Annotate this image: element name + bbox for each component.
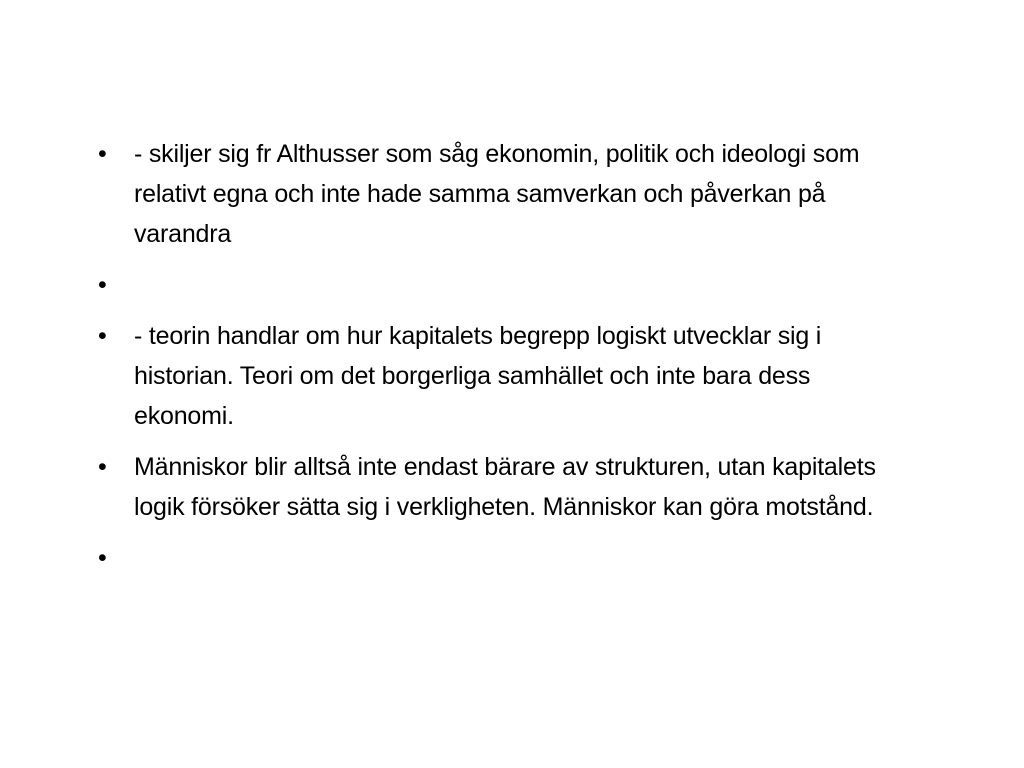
bullet-icon: • — [98, 322, 107, 350]
bullet-icon: • — [98, 140, 107, 168]
bullet-text: Människor blir alltså inte endast bärare av strukturen, utan kapitalets logik försöker sätta sig i verkligheten. Människor kan göra motstånd. — [134, 453, 876, 521]
list-item — [96, 265, 896, 305]
list-item — [96, 316, 896, 436]
bullet-icon: • — [98, 544, 107, 572]
list-item — [96, 538, 896, 578]
list-item — [96, 447, 896, 527]
bullet-icon: • — [98, 271, 107, 299]
bullet-text: - teorin handlar om hur kapitalets begrepp logiskt utvecklar sig i historian. Teori om det borgerliga samhället och inte bara dess ekonomi. — [134, 322, 822, 430]
bullet-list — [96, 134, 896, 589]
bullet-text: - skiljer sig fr Althusser som såg ekonomin, politik och ideologi som relativt egna och inte hade samma samverkan och påverkan på varandra — [134, 140, 860, 248]
bullet-icon: • — [98, 453, 107, 481]
list-item — [96, 134, 896, 254]
